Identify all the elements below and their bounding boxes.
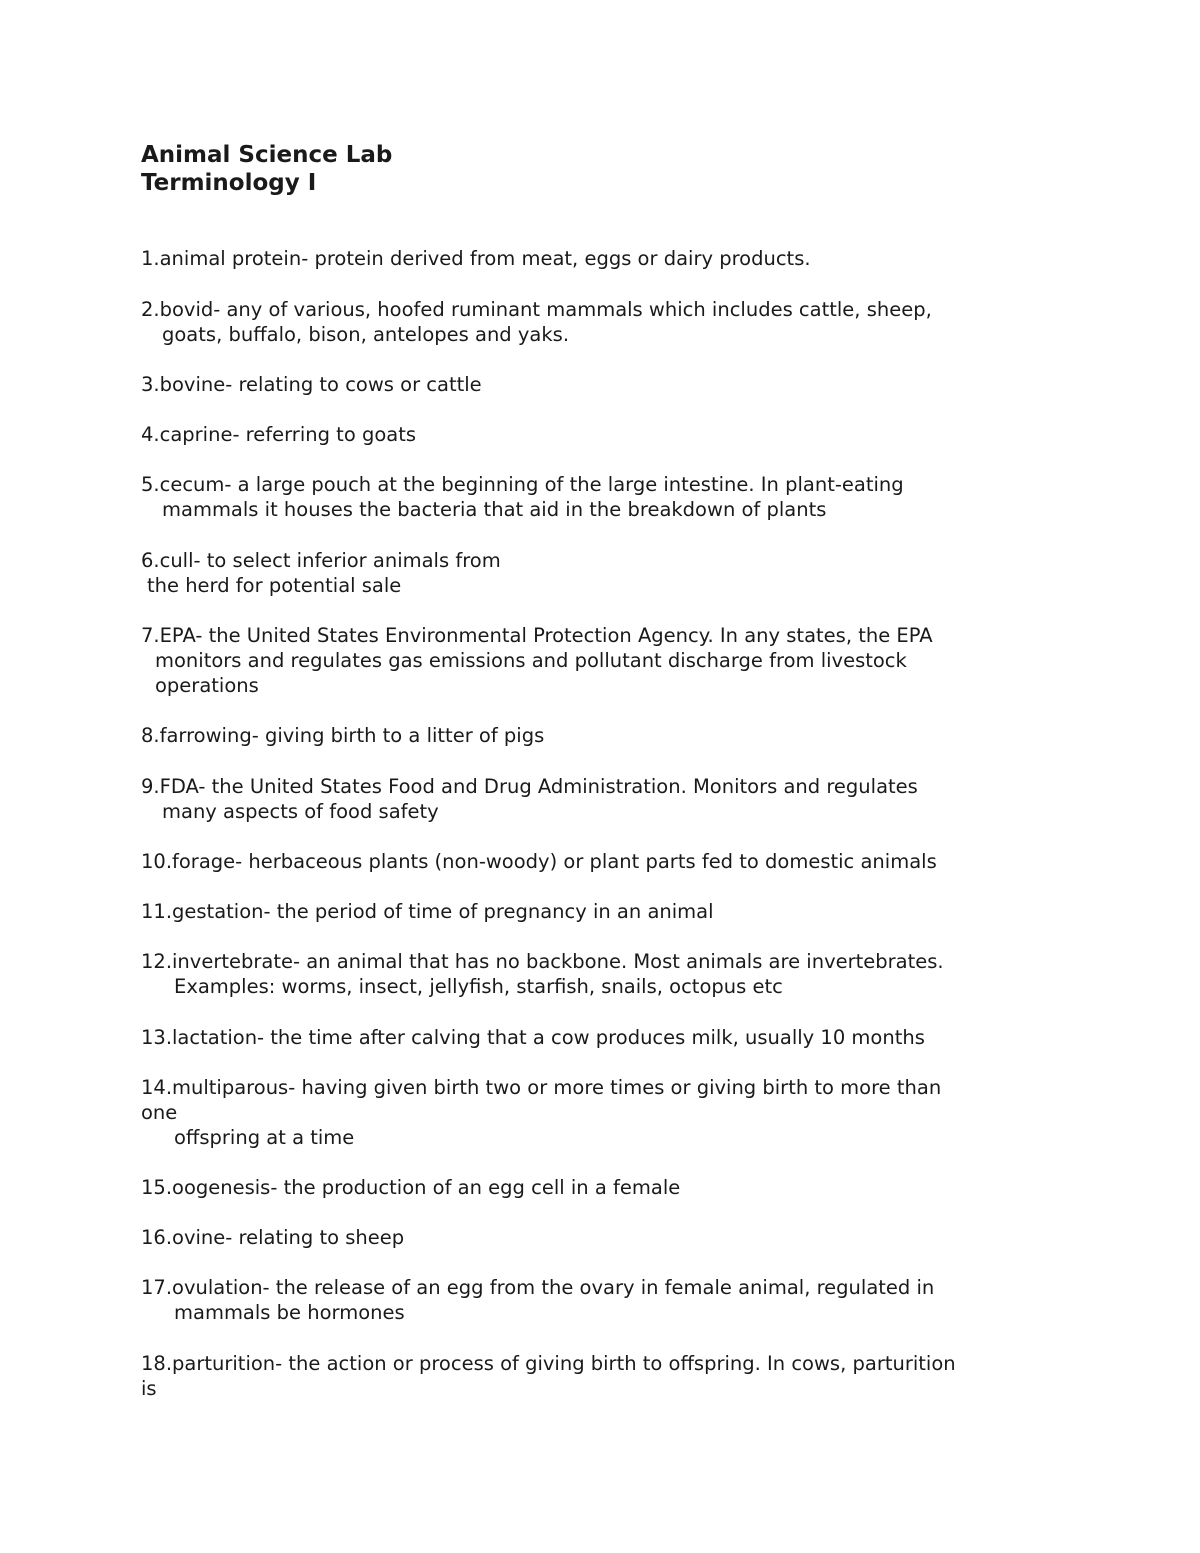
term-line: operations [155, 674, 259, 697]
term-line: 1.animal protein- protein derived from meat, eggs or dairy products. [141, 247, 811, 270]
term-line: one [141, 1101, 178, 1124]
term-line: 16.ovine- relating to sheep [141, 1226, 405, 1249]
term-line: 8.farrowing- giving birth to a litter of pigs [141, 724, 545, 747]
term-line: 12.invertebrate- an animal that has no backbone. Most animals are invertebrates. [141, 950, 944, 973]
term-line: 10.forage- herbaceous plants (non-woody) or plant parts fed to domestic animals [141, 850, 937, 873]
term-line: 15.oogenesis- the production of an egg cell in a female [141, 1176, 681, 1199]
term-line: mammals be hormones [174, 1301, 405, 1324]
term-line: 3.bovine- relating to cows or cattle [141, 373, 482, 396]
term-line: 13.lactation- the time after calving that a cow produces milk, usually 10 months [141, 1026, 925, 1049]
term-line: 2.bovid- any of various, hoofed ruminant mammals which includes cattle, sheep, [141, 298, 932, 321]
term-line: 5.cecum- a large pouch at the beginning of the large intestine. In plant-eating [141, 473, 904, 496]
term-line: the herd for potential sale [147, 574, 402, 597]
term-line: mammals it houses the bacteria that aid in the breakdown of plants [162, 498, 827, 521]
term-line: 11.gestation- the period of time of pregnancy in an animal [141, 900, 714, 923]
term-line: 9.FDA- the United States Food and Drug Administration. Monitors and regulates [141, 775, 918, 798]
term-line: 18.parturition- the action or process of giving birth to offspring. In cows, parturition [141, 1352, 956, 1375]
term-line: 6.cull- to select inferior animals from [141, 549, 501, 572]
term-line: is [141, 1377, 157, 1400]
term-line: 14.multiparous- having given birth two or more times or giving birth to more than [141, 1076, 942, 1099]
document-subtitle: Terminology I [141, 170, 317, 196]
term-line: 17.ovulation- the release of an egg from the ovary in female animal, regulated in [141, 1276, 935, 1299]
term-line: many aspects of food safety [162, 800, 439, 823]
term-line: monitors and regulates gas emissions and pollutant discharge from livestock [155, 649, 907, 672]
document-title: Animal Science Lab [141, 142, 393, 168]
term-line: offspring at a time [174, 1126, 355, 1149]
term-line: 4.caprine- referring to goats [141, 423, 417, 446]
term-line: Examples: worms, insect, jellyfish, starfish, snails, octopus etc [174, 975, 783, 998]
term-line: 7.EPA- the United States Environmental Protection Agency. In any states, the EPA [141, 624, 933, 647]
term-line: goats, buffalo, bison, antelopes and yaks. [162, 323, 570, 346]
